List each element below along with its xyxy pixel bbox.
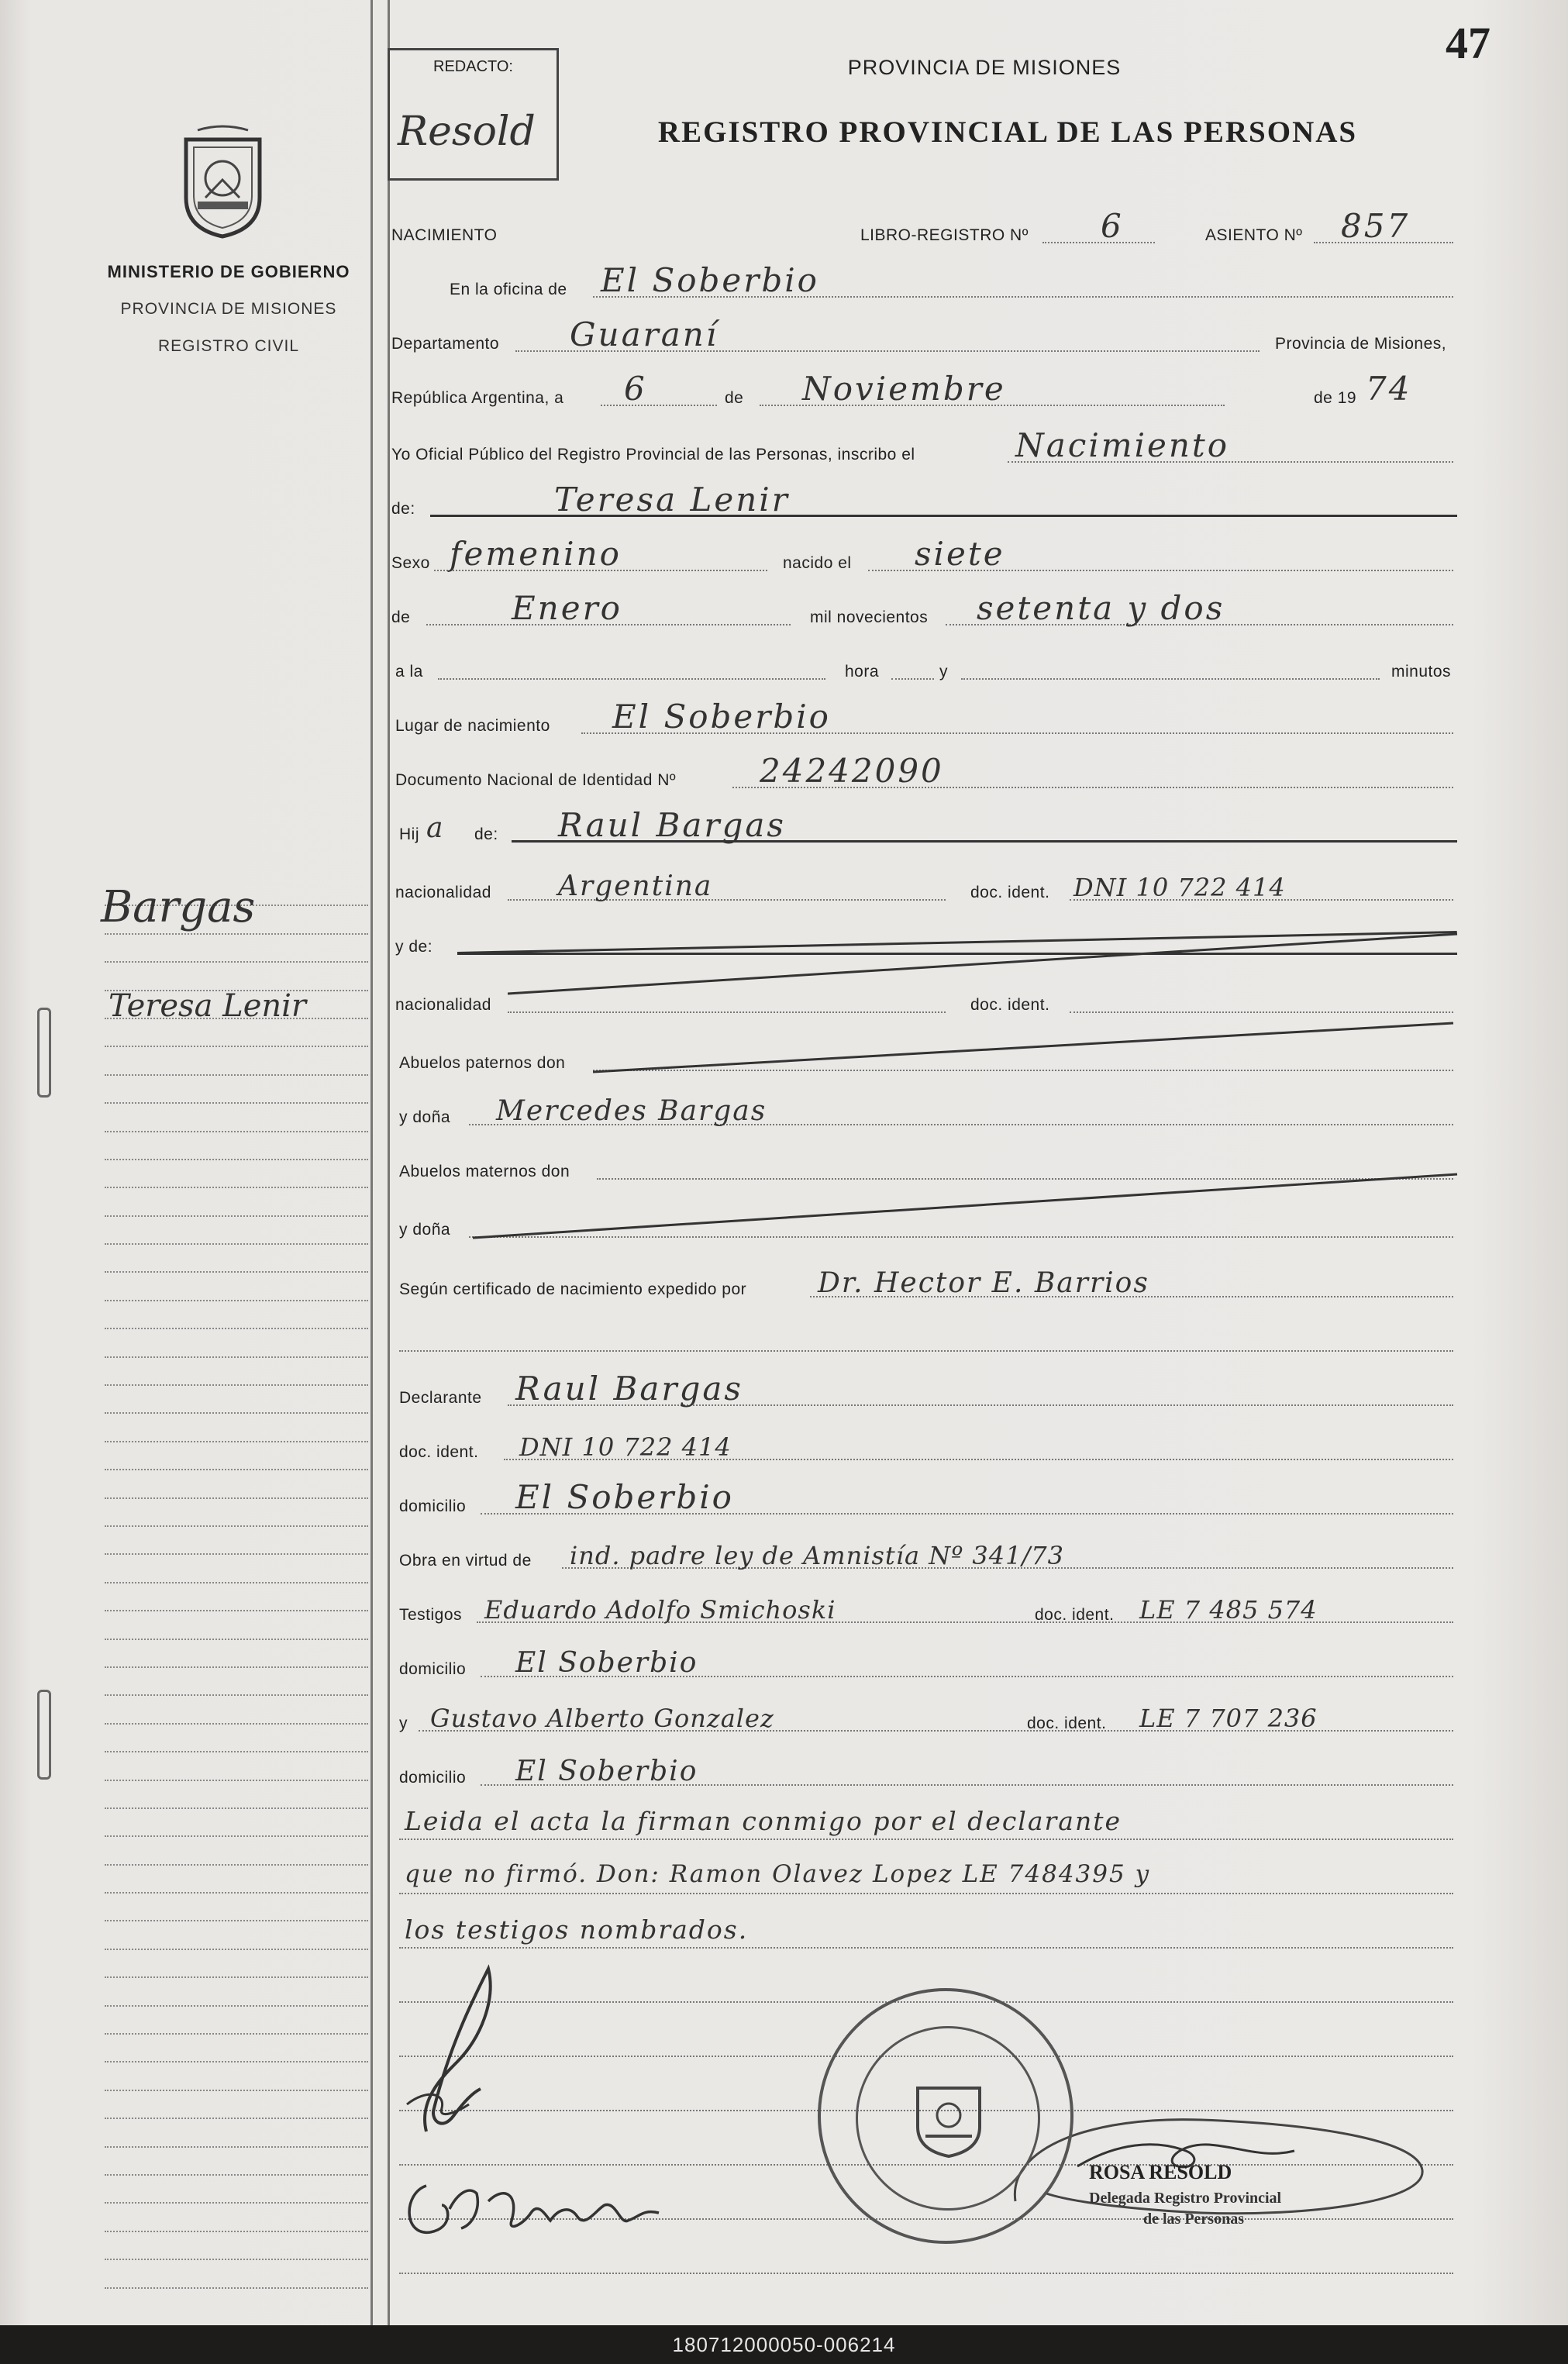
margin-names: Teresa Lenir: [109, 988, 307, 1024]
departamento-value: Guaraní: [570, 315, 719, 353]
dni-label: Documento Nacional de Identidad Nº: [395, 771, 677, 789]
de-label: de: [725, 389, 744, 407]
certificado-label: Según certificado de nacimiento expedido por: [399, 1280, 747, 1298]
seal-emblem-icon: [910, 2080, 987, 2158]
child-name-value: Teresa Lenir: [554, 481, 790, 519]
redacto-label: REDACTO:: [433, 58, 513, 75]
lugar-label: Lugar de nacimiento: [395, 717, 550, 735]
hij-value: a: [426, 812, 445, 844]
de-month-label: de: [391, 608, 411, 626]
row-father-nac: [388, 860, 1473, 907]
row-hora: [388, 639, 1473, 686]
row-testigo-1: [388, 1583, 1473, 1629]
t1-doc-value: LE 7 485 574: [1139, 1595, 1318, 1625]
birth-year-value: setenta y dos: [977, 589, 1225, 627]
birth-record-form: [388, 0, 1535, 2325]
day-value: 6: [624, 370, 647, 408]
margin-divider: [370, 0, 373, 2325]
ministry-title: MINISTERIO DE GOBIERNO: [107, 262, 350, 281]
t2-dom-value: El Soberbio: [515, 1756, 698, 1787]
nacido-value: siete: [915, 535, 1005, 573]
provincial-emblem-icon: [174, 124, 271, 240]
sexo-value: femenino: [450, 535, 622, 573]
hora-label: hora: [845, 663, 880, 681]
ministry-province: PROVINCIA DE MISIONES: [120, 300, 337, 318]
row-t1-domicilio: [388, 1637, 1473, 1683]
document-id-footer: 180712000050-006214: [0, 2325, 1568, 2364]
declarante-label: Declarante: [399, 1389, 482, 1407]
hij-label: Hij: [399, 825, 419, 843]
t2-dom-label: domicilio: [399, 1769, 467, 1787]
year-label: de 19: [1314, 389, 1357, 407]
ydona-label: y doña: [399, 1108, 451, 1126]
domicilio-label: domicilio: [399, 1497, 467, 1515]
republica-label: República Argentina, a: [391, 389, 564, 407]
father-nac-value: Argentina: [558, 870, 713, 902]
ministry-registry: REGISTRO CIVIL: [157, 337, 300, 355]
header-title: REGISTRO PROVINCIAL DE LAS PERSONAS: [657, 115, 1358, 149]
inscribo-label: Yo Oficial Público del Registro Provincial de las Personas, inscribo el: [391, 446, 915, 463]
lugar-value: El Soberbio: [612, 698, 831, 736]
row-testigo-2: [388, 1691, 1473, 1738]
stamp-name: ROSA RESOLD: [1089, 2161, 1232, 2183]
nacimiento-label: NACIMIENTO: [391, 226, 498, 244]
libro-label: LIBRO-REGISTRO Nº: [860, 226, 1029, 244]
abuela-pat-value: Mercedes Bargas: [496, 1095, 767, 1127]
row-dni: [388, 748, 1473, 794]
closing-line-3: los testigos nombrados.: [405, 1914, 749, 1945]
dni-value: 24242090: [760, 752, 944, 790]
yde-label: y de:: [395, 938, 433, 956]
ala-label: a la: [395, 663, 423, 681]
left-column: [0, 0, 380, 2325]
nacionalidad-label: nacionalidad: [395, 884, 491, 901]
redacto-signature: Resold: [398, 109, 536, 155]
row-lugar: [388, 694, 1473, 740]
provincia-suffix: Provincia de Misiones,: [1275, 335, 1447, 353]
nacionalidad-2-label: nacionalidad: [395, 996, 491, 1014]
binding-staple: [37, 1008, 51, 1098]
departamento-label: Departamento: [391, 335, 500, 353]
mil-label: mil novecientos: [810, 608, 929, 626]
row-departamento: [388, 312, 1473, 358]
t1-dom-label: domicilio: [399, 1660, 467, 1678]
row-name: [388, 477, 1473, 523]
official-seal: [818, 1988, 1073, 2244]
t1-dom-value: El Soberbio: [515, 1647, 698, 1679]
decl-doc-value: DNI 10 722 414: [519, 1432, 732, 1462]
asiento-value: 857: [1341, 207, 1411, 245]
strike-line: [473, 1166, 1461, 1244]
testigo-1-value: Eduardo Adolfo Smichoski: [484, 1595, 836, 1625]
month-value: Noviembre: [802, 370, 1006, 408]
ydona-2-label: y doña: [399, 1221, 451, 1239]
row-libro: [388, 203, 1473, 250]
oficina-label: En la oficina de: [450, 281, 567, 298]
minutos-label: minutos: [1391, 663, 1452, 681]
row-birth-year: [388, 585, 1473, 632]
row-decl-doc: [388, 1420, 1473, 1466]
t2-doc-value: LE 7 707 236: [1139, 1704, 1318, 1733]
strike-line: [508, 930, 1461, 1000]
obra-label: Obra en virtud de: [399, 1552, 532, 1570]
docident-label: doc. ident.: [970, 884, 1050, 901]
abuelos-pat-label: Abuelos paternos don: [399, 1054, 566, 1072]
stamp-line-2: de las Personas: [1143, 2211, 1244, 2228]
y-label: y: [939, 663, 948, 681]
row-t2-domicilio: [388, 1745, 1473, 1792]
row-abuela-pat: [388, 1085, 1473, 1132]
oficina-value: El Soberbio: [601, 261, 819, 299]
nacido-label: nacido el: [783, 554, 852, 572]
binding-staple: [37, 1690, 51, 1780]
birth-month-value: Enero: [512, 589, 622, 627]
declarante-value: Raul Bargas: [515, 1370, 743, 1408]
margin-lines: [105, 878, 368, 2289]
row-oficina: [388, 257, 1473, 304]
decl-doc-label: doc. ident.: [399, 1443, 479, 1461]
certificado-value: Dr. Hector E. Barrios: [818, 1267, 1149, 1299]
row-obra: [388, 1528, 1473, 1575]
closing-line-1: Leida el acta la firman conmigo por el declarante: [405, 1806, 1122, 1836]
de-name-label: de:: [391, 500, 415, 518]
row-fecha: [388, 366, 1473, 412]
row-domicilio: [388, 1474, 1473, 1521]
closing-line-2: que no firmó. Don: Ramon Olavez Lopez LE 7484395 y: [405, 1860, 1151, 1888]
margin-surname: Bargas: [101, 882, 256, 932]
testigo-2-value: Gustavo Alberto Gonzalez: [430, 1704, 774, 1733]
abuelos-mat-label: Abuelos maternos don: [399, 1163, 570, 1180]
row-inscribo: [388, 422, 1473, 469]
signature-declarante-icon: [395, 1953, 527, 2147]
inscribo-value: Nacimiento: [1015, 426, 1230, 464]
signature-testigo-icon: [395, 2162, 674, 2248]
libro-value: 6: [1101, 207, 1124, 245]
page-number: 47: [1446, 18, 1490, 68]
year-value: 74: [1366, 370, 1412, 408]
asiento-label: ASIENTO Nº: [1205, 226, 1303, 244]
t2-doc-label: doc. ident.: [1027, 1714, 1107, 1732]
stamp-line-1: Delegada Registro Provincial: [1089, 2190, 1282, 2207]
hij-de-label: de:: [474, 825, 498, 843]
t1-doc-label: doc. ident.: [1035, 1606, 1115, 1624]
y-testigo-label: y: [399, 1714, 408, 1732]
sexo-label: Sexo: [391, 554, 430, 572]
testigos-label: Testigos: [399, 1606, 463, 1624]
domicilio-value: El Soberbio: [515, 1478, 734, 1516]
docident-2-label: doc. ident.: [970, 996, 1050, 1014]
row-sexo: [388, 531, 1473, 577]
father-doc-value: DNI 10 722 414: [1073, 873, 1286, 902]
header-province: PROVINCIA DE MISIONES: [847, 56, 1122, 79]
father-name-value: Raul Bargas: [558, 806, 786, 844]
row-hijo: [388, 802, 1473, 849]
strike-line: [593, 1019, 1461, 1077]
row-certificado: [388, 1257, 1473, 1304]
row-declarante: [388, 1366, 1473, 1412]
obra-value: ind. padre ley de Amnistía Nº 341/73: [570, 1541, 1064, 1570]
